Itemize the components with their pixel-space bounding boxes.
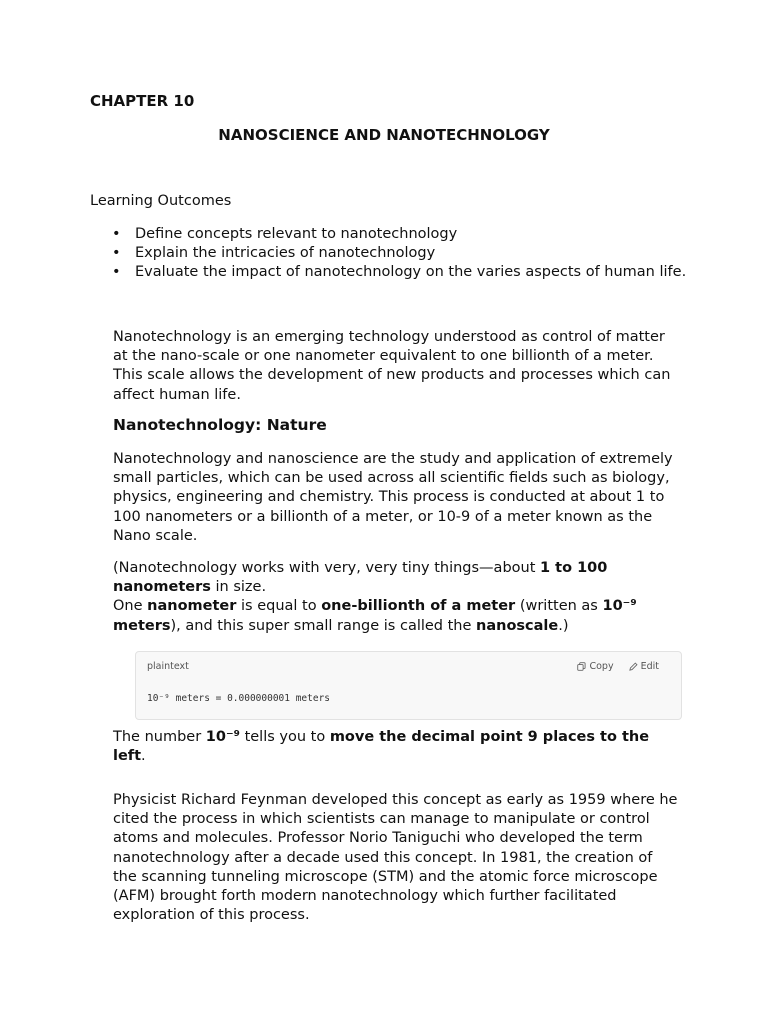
- learning-outcomes-list: [112, 225, 686, 282]
- text-run: tells you to: [239, 729, 330, 745]
- code-language-label: plaintext: [147, 661, 189, 672]
- bullet-icon: •: [112, 264, 121, 280]
- copy-button[interactable]: [577, 661, 613, 672]
- code-actions: [577, 661, 659, 672]
- code-content: 10⁻⁹ meters = 0.000000001 meters: [147, 693, 331, 704]
- section-heading: Nanotechnology: Nature: [113, 416, 327, 434]
- text-run: (Nanotechnology works with very, very tiny things—about: [113, 560, 541, 576]
- chapter-label: CHAPTER 10: [90, 92, 195, 110]
- text-run: ), and this super small range is called the: [170, 617, 477, 634]
- text-run: The number: [113, 729, 206, 745]
- list-item: [112, 225, 686, 244]
- decimal-explanation: [113, 728, 678, 766]
- history-paragraph: Physicist Richard Feynman developed this concept as early as 1959 where he cited the process in which scientists can manage to manipulate or control atoms and molecules. Professor Norio Taniguchi who developed the term nanotechnology after a decade used this concept. In 1981, the creation of the scanning tunneling microscope (STM) and the atomic force microscope (AFM) brought forth modern nanotechnology which further facilitated exploration of this process.: [113, 792, 678, 924]
- outcome-text: Evaluate the impact of nanotechnology on the varies aspects of human life.: [135, 264, 687, 280]
- nature-paragraph: Nanotechnology and nanoscience are the study and application of extremely small particles, which can be used across all scientific fields such as biology, physics, engineering and chemistry. This process is conducted at about 1 to 100 nanometers or a billionth of a meter, or 10-9 of a meter known as the Nano scale.: [113, 451, 673, 544]
- bold-run: 10⁻⁹: [205, 729, 240, 745]
- outcome-text: Define concepts relevant to nanotechnology: [135, 226, 458, 242]
- bold-run: one-billionth of a meter: [321, 598, 516, 615]
- bold-run: nanometer: [147, 598, 237, 615]
- bullet-icon: •: [112, 226, 121, 242]
- bold-run: 1 to 100 nanometers: [113, 560, 608, 596]
- bullet-icon: •: [112, 245, 121, 261]
- copy-label: Copy: [589, 661, 614, 672]
- edit-label: Edit: [640, 661, 659, 672]
- pencil-icon: [629, 662, 638, 671]
- list-item: [112, 263, 686, 282]
- bold-run: nanoscale: [476, 617, 559, 634]
- text-run: in size.: [210, 579, 267, 596]
- text-run: .: [141, 748, 146, 765]
- code-block: [135, 651, 682, 720]
- copy-icon: [577, 662, 586, 671]
- intro-paragraph: Nanotechnology is an emerging technology understood as control of matter at the nano-scale or one nanometer equivalent to one billionth of a meter. This scale allows the development of new products and processes which can affect human life.: [113, 329, 671, 403]
- text-run: is equal to: [236, 598, 322, 615]
- nanometer-explanation: [113, 559, 678, 636]
- text-run: One: [113, 598, 148, 615]
- learning-outcomes-heading: Learning Outcomes: [90, 193, 232, 209]
- page-title: NANOSCIENCE AND NANOTECHNOLOGY: [218, 126, 550, 144]
- list-item: [112, 244, 686, 263]
- bold-run: 10⁻⁹ meters: [113, 598, 637, 634]
- text-run: (written as: [515, 598, 603, 615]
- edit-button[interactable]: [629, 661, 659, 672]
- bold-run: move the decimal point 9 places to the left: [113, 729, 650, 765]
- text-run: .): [558, 617, 569, 634]
- outcome-text: Explain the intricacies of nanotechnology: [135, 245, 436, 261]
